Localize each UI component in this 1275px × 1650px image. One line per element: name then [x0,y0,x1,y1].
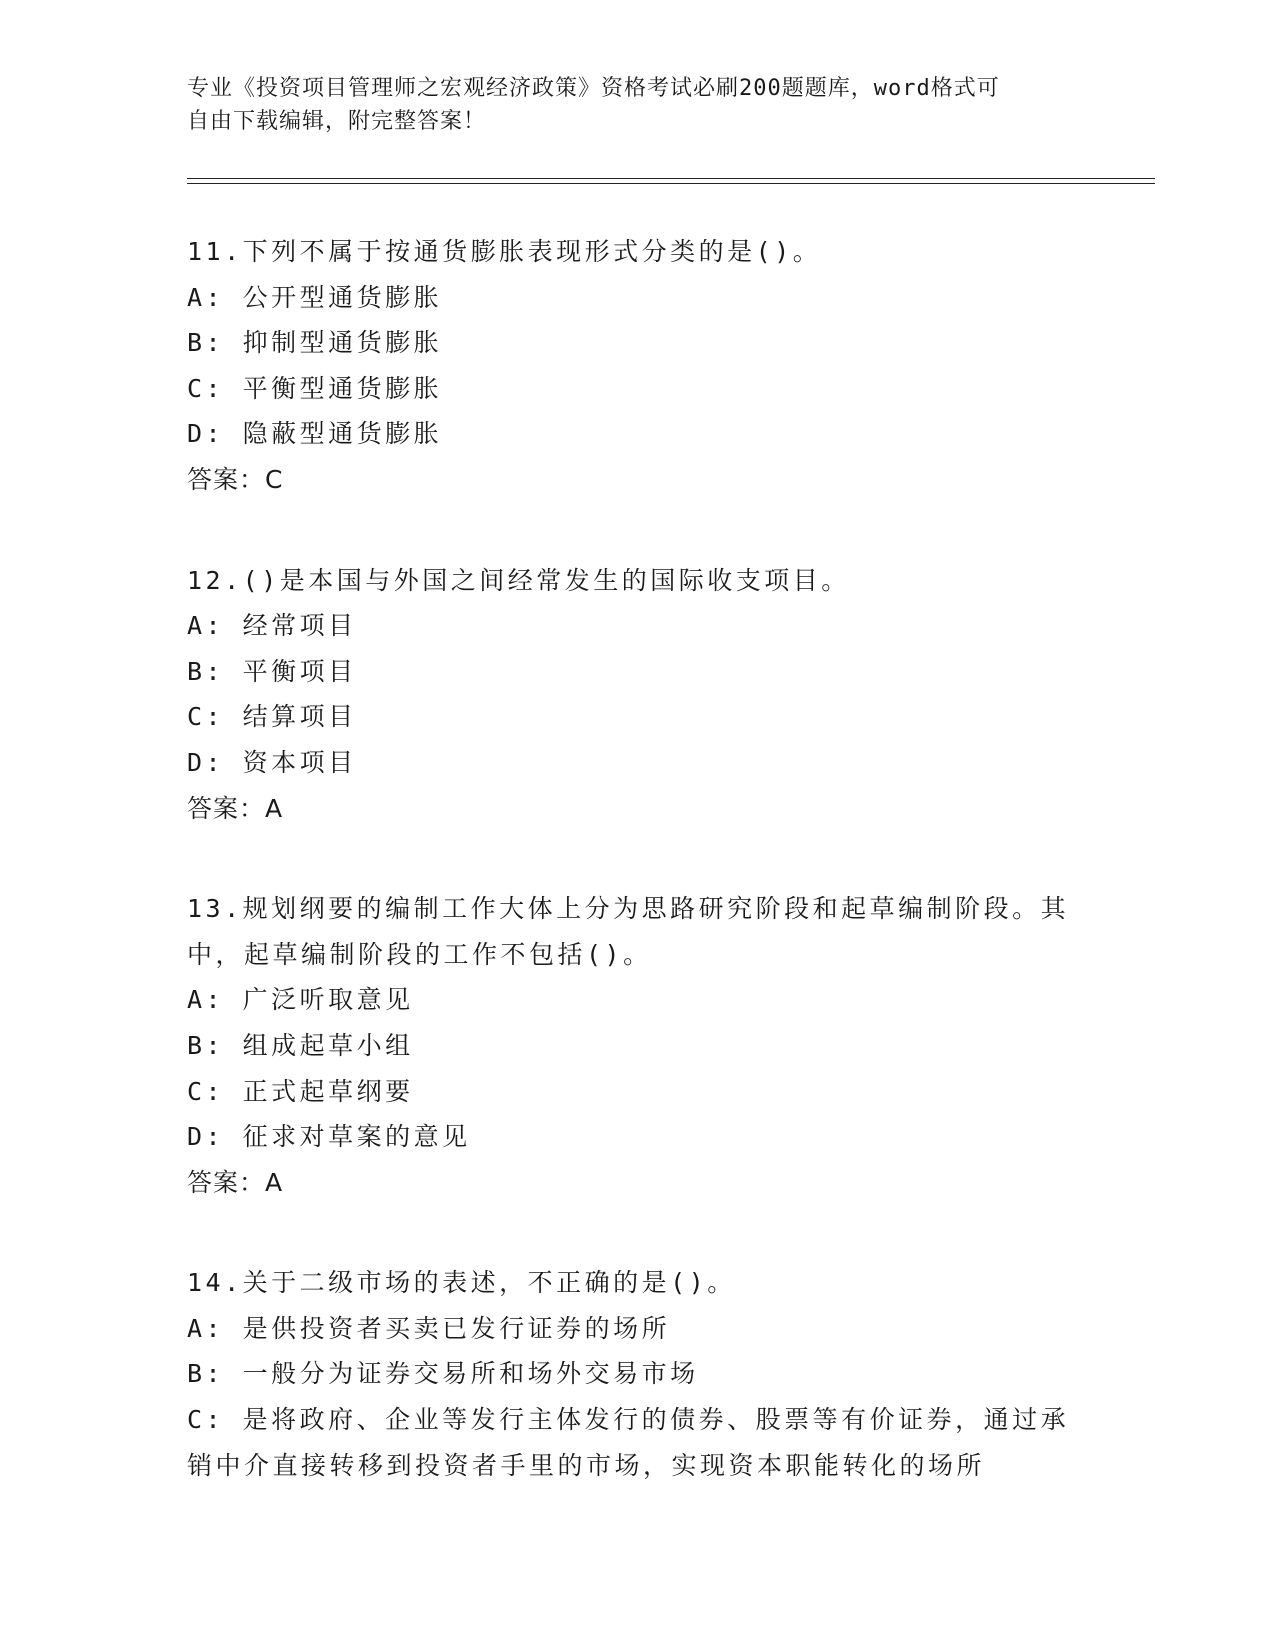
document-header [187,72,1087,138]
question-stem: 11.下列不属于按通货膨胀表现形式分类的是()。 [187,237,822,266]
option-c: C: 是将政府、企业等发行主体发行的债券、股票等有价证券，通过承 [187,1405,1070,1435]
option-c-continued: 销中介直接转移到投资者手里的市场，实现资本职能转化的场所 [187,1450,986,1480]
option-b: B: 抑制型通货膨胀 [187,328,443,358]
option-a: A: 公开型通货膨胀 [187,282,443,312]
answer: 答案：C [187,464,284,494]
question-list [187,229,1087,1488]
answer: 答案：A [187,793,284,823]
question-stem: 12.()是本国与外国之间经常发生的国际收支项目。 [187,565,850,595]
question-stem-line-2: 中，起草编制阶段的工作不包括()。 [187,939,652,969]
question-12 [187,558,1087,832]
header-divider-top [187,178,1155,179]
option-c: C: 结算项目 [187,702,357,732]
option-a: A: 是供投资者买卖已发行证券的场所 [187,1313,671,1343]
option-b: B: 平衡项目 [187,656,357,686]
option-c: C: 正式起草纲要 [187,1076,414,1106]
header-line-1: 专业《投资项目管理师之宏观经济政策》资格考试必刷200题题库，word格式可 [187,76,1000,101]
question-stem-line-1: 13.规划纲要的编制工作大体上分为思路研究阶段和起草编制阶段。其 [187,894,1070,924]
option-b: B: 组成起草小组 [187,1030,414,1060]
question-stem: 14.关于二级市场的表述，不正确的是()。 [187,1268,736,1298]
option-c: C: 平衡型通货膨胀 [187,373,443,403]
option-a: A: 经常项目 [187,611,357,641]
option-d: D: 资本项目 [187,747,357,777]
header-line-2: 自由下载编辑，附完整答案！ [187,109,487,134]
question-14 [187,1260,1087,1488]
question-11 [187,229,1087,503]
option-a: A: 广泛听取意见 [187,985,414,1015]
option-d: D: 征求对草案的意见 [187,1122,471,1152]
option-b: B: 一般分为证券交易所和场外交易市场 [187,1359,699,1389]
option-d: D: 隐蔽型通货膨胀 [187,419,443,449]
question-13 [187,886,1087,1205]
header-divider-bottom [187,183,1155,184]
answer: 答案：A [187,1167,284,1197]
